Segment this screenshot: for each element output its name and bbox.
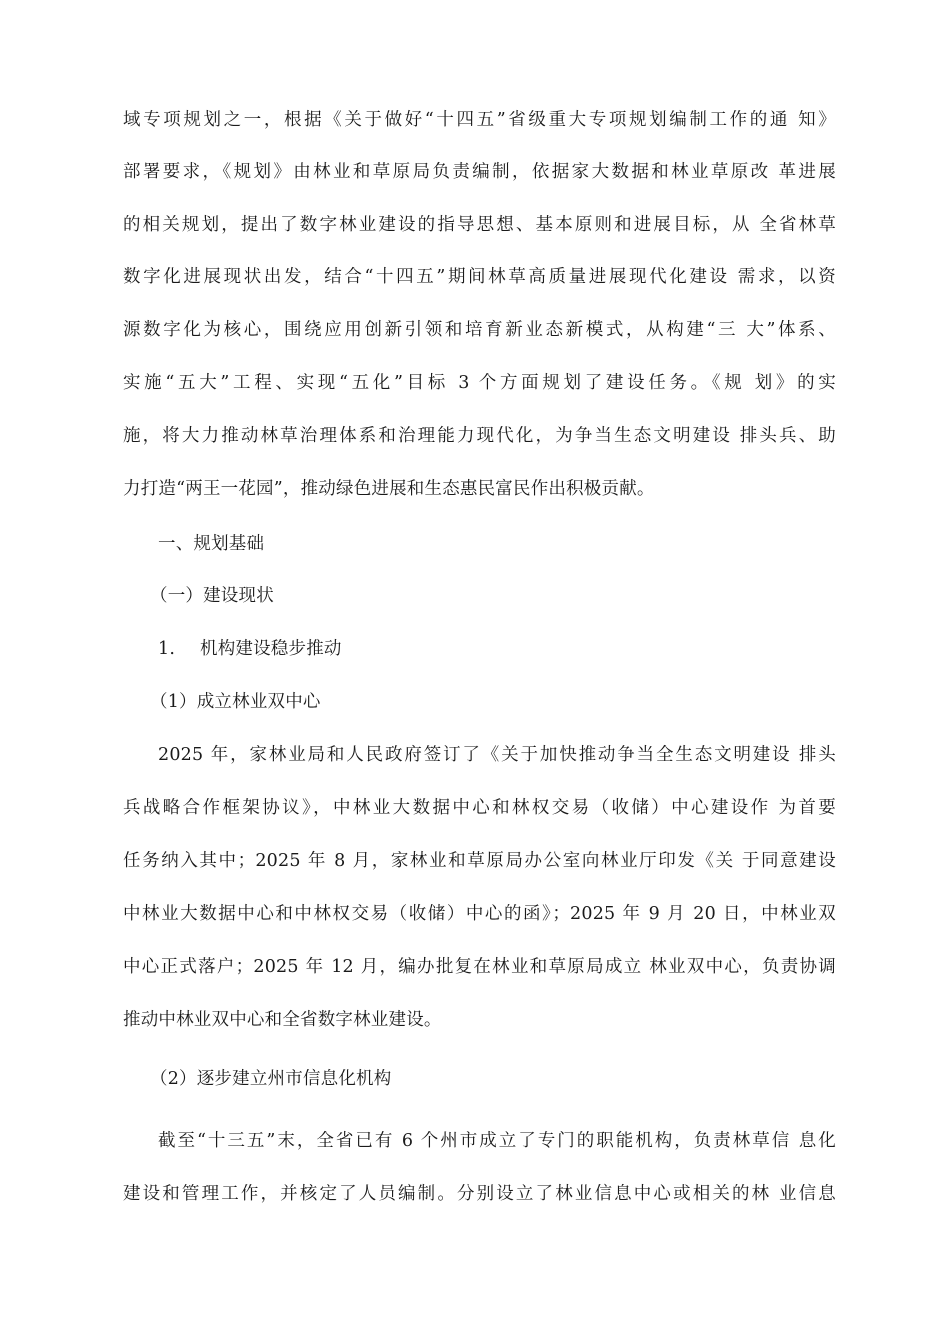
paragraph-line: 源数字化为核心，围绕应用创新引领和培育新业态新模式，从构建“三 大”体系、 xyxy=(123,320,836,340)
paragraph-line: 数字化进展现状出发，结合“十四五”期间林草高质量进展现代化建设 需求，以资 xyxy=(123,267,836,287)
paragraph-line: 力打造“两王一花园”，推动绿色进展和生态惠民富民作出积极贡献。 xyxy=(123,479,655,499)
paragraph-line: 截至“十三五”末，全省已有 6 个州市成立了专门的职能机构，负责林草信 息化 xyxy=(158,1131,836,1151)
paragraph-line: 兵战略合作框架协议》，中林业大数据中心和林权交易（收储）中心建设作 为首要 xyxy=(123,798,836,818)
paragraph-line: 的相关规划，提出了数字林业建设的指导思想、基本原则和进展目标，从 全省林草 xyxy=(123,215,836,235)
sub-item-heading: （2）逐步建立州市信息化机构 xyxy=(150,1069,392,1089)
paragraph-line: 实施“五大”工程、实现“五化”目标 3 个方面规划了建设任务。《规 划》的实 xyxy=(123,373,836,393)
paragraph-line: 部署要求，《规划》由林业和草原局负责编制，依据家大数据和林业草原改 革进展 xyxy=(123,162,836,182)
paragraph-line: 中林业大数据中心和中林权交易（收储）中心的函》；2025 年 9 月 20 日，中林业双 xyxy=(123,904,836,924)
paragraph-line: 中心正式落户；2025 年 12 月，编办批复在林业和草原局成立 林业双中心，负责协调 xyxy=(123,957,836,977)
item-heading-text: 机构建设稳步推动 xyxy=(200,639,342,659)
paragraph-line: 施，将大力推动林草治理体系和治理能力现代化，为争当生态文明建设 排头兵、助 xyxy=(123,426,836,446)
paragraph-line: 推动中林业双中心和全省数字林业建设。 xyxy=(123,1010,442,1030)
item-number: 1. xyxy=(158,639,176,659)
item-heading xyxy=(158,637,342,661)
subsection-heading: （一）建设现状 xyxy=(150,586,274,606)
section-heading: 一、规划基础 xyxy=(158,534,265,554)
paragraph-line: 域专项规划之一，根据《关于做好“十四五”省级重大专项规划编制工作的通 知》 xyxy=(123,110,836,130)
paragraph-line: 任务纳入其中；2025 年 8 月，家林业和草原局办公室向林业厅印发《关 于同意建设 xyxy=(123,851,836,871)
sub-item-heading: （1）成立林业双中心 xyxy=(150,692,321,712)
paragraph-line: 2025 年，家林业局和人民政府签订了《关于加快推动争当全生态文明建设 排头 xyxy=(158,745,836,765)
paragraph-line: 建设和管理工作，并核定了人员编制。分别设立了林业信息中心或相关的林 业信息 xyxy=(123,1184,836,1204)
